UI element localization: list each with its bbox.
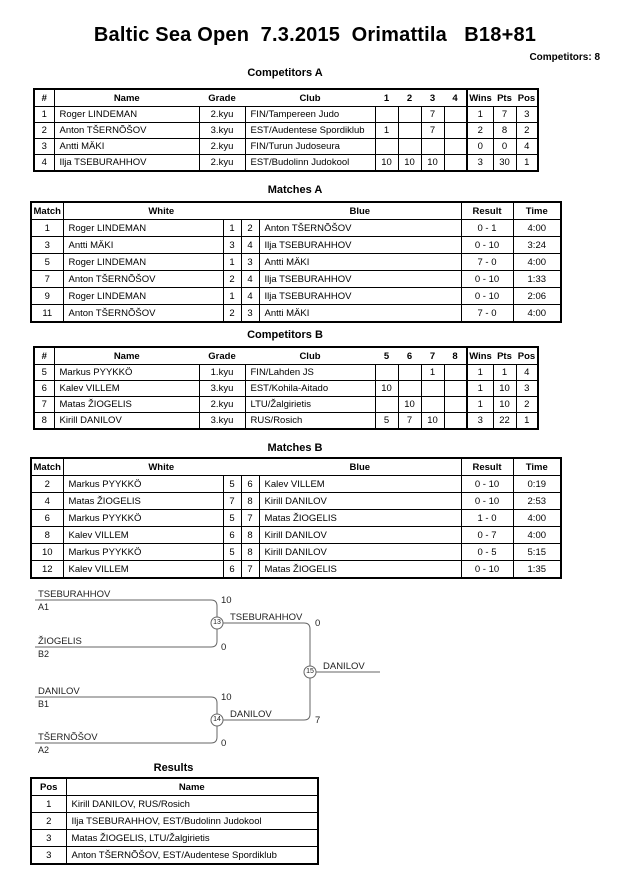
match-number-badge: 13 bbox=[213, 619, 221, 626]
table-cell: 3.kyu bbox=[199, 413, 245, 430]
table-cell: Roger LINDEMAN bbox=[54, 107, 199, 123]
col-header-score-4: 4 bbox=[444, 89, 467, 107]
matches-b-table bbox=[30, 457, 562, 579]
table-cell: 2 bbox=[223, 305, 241, 323]
table-row bbox=[31, 476, 561, 493]
col-header-grade: Grade bbox=[199, 347, 245, 365]
table-cell: EST/Kohila-Aitado bbox=[245, 381, 375, 397]
bracket-slot-name: DANILOV bbox=[38, 686, 80, 697]
table-cell: 2 bbox=[31, 813, 66, 830]
table-cell: Kalev VILLEM bbox=[63, 527, 223, 544]
table-row bbox=[31, 305, 561, 323]
col-header-score-2: 2 bbox=[398, 89, 421, 107]
final-bracket bbox=[0, 585, 630, 765]
table-cell: 10 bbox=[493, 397, 516, 413]
table-cell: 10 bbox=[421, 413, 444, 430]
col-header-club: Club bbox=[245, 89, 375, 107]
table-cell: 1 bbox=[493, 365, 516, 381]
table-cell: 3 bbox=[223, 237, 241, 254]
table-cell: 3 bbox=[467, 413, 493, 430]
table-cell: 3 bbox=[241, 254, 259, 271]
col-header-pos: Pos bbox=[516, 347, 538, 365]
table-cell: 7 - 0 bbox=[461, 305, 513, 323]
matches-a-table bbox=[30, 201, 562, 323]
table-cell: Antti MÄKI bbox=[259, 254, 461, 271]
table-cell: 6 bbox=[31, 510, 63, 527]
bracket-score: 10 bbox=[221, 692, 232, 703]
table-cell: 4:00 bbox=[513, 254, 561, 271]
competitors-b-table bbox=[33, 346, 539, 430]
table-cell: 6 bbox=[241, 476, 259, 493]
col-header-number: # bbox=[34, 89, 54, 107]
table-cell: 3 bbox=[31, 847, 66, 865]
table-cell: 4 bbox=[516, 365, 538, 381]
table-cell: Anton TŠERNÕŠOV bbox=[54, 123, 199, 139]
col-header-white: White bbox=[63, 202, 259, 220]
col-header-time: Time bbox=[513, 458, 561, 476]
table-cell bbox=[421, 397, 444, 413]
table-cell: Anton TŠERNÕŠOV bbox=[63, 305, 223, 323]
table-cell: 2 bbox=[34, 123, 54, 139]
table-cell: Anton TŠERNÕŠOV, EST/Audentese Spordiklub bbox=[66, 847, 318, 865]
table-cell: Antti MÄKI bbox=[54, 139, 199, 155]
col-header-pos: Pos bbox=[31, 778, 66, 796]
table-cell: 2 bbox=[516, 123, 538, 139]
table-cell bbox=[398, 123, 421, 139]
table-cell: Roger LINDEMAN bbox=[63, 254, 223, 271]
table-cell: 3 bbox=[31, 830, 66, 847]
table-cell: 8 bbox=[241, 527, 259, 544]
table-cell: 1 bbox=[467, 381, 493, 397]
table-cell: LTU/Žalgirietis bbox=[245, 397, 375, 413]
col-header-club: Club bbox=[245, 347, 375, 365]
table-cell bbox=[444, 123, 467, 139]
table-row bbox=[31, 796, 318, 813]
table-cell: 4 bbox=[516, 139, 538, 155]
table-cell bbox=[444, 107, 467, 123]
table-cell bbox=[444, 413, 467, 430]
table-cell: 1 bbox=[223, 288, 241, 305]
col-header-wins: Wins bbox=[467, 89, 493, 107]
table-row bbox=[31, 271, 561, 288]
table-cell: 6 bbox=[34, 381, 54, 397]
table-cell: 0 - 10 bbox=[461, 237, 513, 254]
table-cell: 5 bbox=[31, 254, 63, 271]
table-cell: FIN/Lahden JS bbox=[245, 365, 375, 381]
table-cell bbox=[375, 397, 398, 413]
bracket-score: 10 bbox=[221, 595, 232, 606]
col-header-score-6: 6 bbox=[398, 347, 421, 365]
table-cell bbox=[421, 381, 444, 397]
table-cell: 8 bbox=[31, 527, 63, 544]
table-cell bbox=[398, 365, 421, 381]
table-cell bbox=[444, 155, 467, 172]
table-cell: 1 bbox=[31, 796, 66, 813]
table-row bbox=[31, 220, 561, 237]
col-header-blue: Blue bbox=[259, 202, 461, 220]
table-cell: 1 bbox=[375, 123, 398, 139]
bracket-score: 0 bbox=[315, 618, 321, 629]
table-cell: Ilja TSEBURAHHOV bbox=[259, 288, 461, 305]
table-cell: Kirill DANILOV bbox=[259, 493, 461, 510]
table-cell: 0 - 10 bbox=[461, 493, 513, 510]
bracket-slot-name: ŽIOGELIS bbox=[38, 636, 82, 647]
table-cell: 4:00 bbox=[513, 220, 561, 237]
col-header-grade: Grade bbox=[199, 89, 245, 107]
table-cell: 5 bbox=[223, 510, 241, 527]
col-header-number: # bbox=[34, 347, 54, 365]
section-title-results: Results bbox=[153, 762, 194, 774]
table-cell: Antti MÄKI bbox=[259, 305, 461, 323]
table-cell: 7 bbox=[421, 123, 444, 139]
table-cell: 0 - 10 bbox=[461, 561, 513, 579]
table-row bbox=[34, 123, 538, 139]
table-cell: 8 bbox=[241, 493, 259, 510]
table-cell: 11 bbox=[31, 305, 63, 323]
table-row bbox=[31, 288, 561, 305]
table-cell: EST/Budolinn Judokool bbox=[245, 155, 375, 172]
table-cell: 10 bbox=[398, 155, 421, 172]
table-cell: Matas ŽIOGELIS bbox=[54, 397, 199, 413]
table-cell: 3.kyu bbox=[199, 381, 245, 397]
col-header-time: Time bbox=[513, 202, 561, 220]
col-header-match: Match bbox=[31, 458, 63, 476]
bracket-score: 0 bbox=[221, 738, 227, 749]
table-cell: 1 bbox=[223, 220, 241, 237]
table-cell: 10 bbox=[375, 155, 398, 172]
table-cell: 10 bbox=[421, 155, 444, 172]
table-cell: 22 bbox=[493, 413, 516, 430]
match-number-badge: 14 bbox=[213, 716, 221, 723]
table-cell: 3 bbox=[516, 107, 538, 123]
bracket-seed-label: A1 bbox=[38, 602, 50, 612]
col-header-score-1: 1 bbox=[375, 89, 398, 107]
table-cell: Ilja TSEBURAHHOV bbox=[259, 271, 461, 288]
bracket-score: 7 bbox=[315, 715, 321, 726]
table-cell: 6 bbox=[223, 527, 241, 544]
table-cell: 7 - 0 bbox=[461, 254, 513, 271]
table-cell: Anton TŠERNÕŠOV bbox=[259, 220, 461, 237]
table-cell: 1 bbox=[467, 107, 493, 123]
col-header-score-5: 5 bbox=[375, 347, 398, 365]
table-cell: 0 - 10 bbox=[461, 271, 513, 288]
table-cell: Anton TŠERNÕŠOV bbox=[63, 271, 223, 288]
section-title-matches-a: Matches A bbox=[267, 184, 323, 196]
table-cell: 4:00 bbox=[513, 527, 561, 544]
table-cell: 1.kyu bbox=[199, 365, 245, 381]
table-cell: 6 bbox=[223, 561, 241, 579]
col-header-blue: Blue bbox=[259, 458, 461, 476]
table-row bbox=[31, 237, 561, 254]
table-cell: 9 bbox=[31, 288, 63, 305]
bracket-seed-label: A2 bbox=[38, 745, 50, 755]
table-cell: 4:00 bbox=[513, 305, 561, 323]
table-cell: Antti MÄKI bbox=[63, 237, 223, 254]
table-cell: 3 bbox=[467, 155, 493, 172]
table-cell: Kirill DANILOV bbox=[259, 544, 461, 561]
section-title-competitors-b: Competitors B bbox=[247, 329, 323, 341]
table-cell: 1 bbox=[516, 413, 538, 430]
col-header-score-8: 8 bbox=[444, 347, 467, 365]
table-cell: Matas ŽIOGELIS bbox=[259, 510, 461, 527]
col-header-name: Name bbox=[54, 347, 199, 365]
table-cell: 10 bbox=[31, 544, 63, 561]
table-cell: Matas ŽIOGELIS, LTU/Žalgirietis bbox=[66, 830, 318, 847]
table-cell: Roger LINDEMAN bbox=[63, 220, 223, 237]
table-cell: 2:06 bbox=[513, 288, 561, 305]
table-cell: 3:24 bbox=[513, 237, 561, 254]
table-cell: 5 bbox=[223, 544, 241, 561]
table-cell: 4 bbox=[241, 237, 259, 254]
table-cell bbox=[444, 381, 467, 397]
table-row bbox=[34, 107, 538, 123]
table-cell: 2 bbox=[31, 476, 63, 493]
table-cell: 5:15 bbox=[513, 544, 561, 561]
col-header-result: Result bbox=[461, 202, 513, 220]
bracket-slot-name: TSEBURAHHOV bbox=[38, 589, 111, 600]
table-header-row bbox=[34, 89, 538, 107]
table-cell: 30 bbox=[493, 155, 516, 172]
table-cell bbox=[444, 365, 467, 381]
table-cell: 8 bbox=[493, 123, 516, 139]
table-row bbox=[31, 813, 318, 830]
table-cell: 7 bbox=[241, 510, 259, 527]
bracket-seed-label: B2 bbox=[38, 649, 50, 659]
table-cell: 7 bbox=[223, 493, 241, 510]
table-cell: 0:19 bbox=[513, 476, 561, 493]
col-header-name: Name bbox=[66, 778, 318, 796]
table-cell: 0 - 1 bbox=[461, 220, 513, 237]
table-row bbox=[31, 493, 561, 510]
table-cell: 2 bbox=[241, 220, 259, 237]
table-cell: 2:53 bbox=[513, 493, 561, 510]
table-cell: EST/Audentese Spordiklub bbox=[245, 123, 375, 139]
table-cell: 2.kyu bbox=[199, 155, 245, 172]
table-cell: 7 bbox=[421, 107, 444, 123]
table-cell: Markus PYYKKÖ bbox=[54, 365, 199, 381]
table-cell bbox=[444, 397, 467, 413]
table-cell: 2.kyu bbox=[199, 107, 245, 123]
col-header-score-7: 7 bbox=[421, 347, 444, 365]
table-row bbox=[34, 139, 538, 155]
table-cell: 8 bbox=[241, 544, 259, 561]
table-cell: 10 bbox=[398, 397, 421, 413]
col-header-name: Name bbox=[54, 89, 199, 107]
table-cell: 8 bbox=[34, 413, 54, 430]
table-cell: 3 bbox=[31, 237, 63, 254]
table-cell: RUS/Rosich bbox=[245, 413, 375, 430]
bracket-slot-name: TŠERNÕŠOV bbox=[38, 732, 98, 743]
table-cell: FIN/Tampereen Judo bbox=[245, 107, 375, 123]
table-cell: 3 bbox=[516, 381, 538, 397]
table-header-row bbox=[31, 202, 561, 220]
table-cell: 7 bbox=[493, 107, 516, 123]
table-cell: 1:35 bbox=[513, 561, 561, 579]
table-cell: 0 bbox=[493, 139, 516, 155]
table-cell: 1 bbox=[467, 397, 493, 413]
bracket-champion-name: DANILOV bbox=[323, 661, 365, 672]
table-header-row bbox=[31, 778, 318, 796]
table-cell: Kalev VILLEM bbox=[63, 561, 223, 579]
col-header-result: Result bbox=[461, 458, 513, 476]
table-cell bbox=[444, 139, 467, 155]
table-cell: 3 bbox=[241, 305, 259, 323]
bracket-seed-label: B1 bbox=[38, 699, 50, 709]
table-cell: 7 bbox=[241, 561, 259, 579]
table-cell: 1 - 0 bbox=[461, 510, 513, 527]
table-cell bbox=[375, 139, 398, 155]
table-cell: 4:00 bbox=[513, 510, 561, 527]
table-cell: 2 bbox=[467, 123, 493, 139]
col-header-match: Match bbox=[31, 202, 63, 220]
table-cell: 0 - 7 bbox=[461, 527, 513, 544]
table-row bbox=[34, 413, 538, 430]
table-cell: 0 - 5 bbox=[461, 544, 513, 561]
results-table bbox=[30, 777, 319, 865]
competitors-a-table bbox=[33, 88, 539, 172]
table-cell: 4 bbox=[31, 493, 63, 510]
col-header-white: White bbox=[63, 458, 259, 476]
table-cell: Ilja TSEBURAHHOV, EST/Budolinn Judokool bbox=[66, 813, 318, 830]
table-cell: 0 - 10 bbox=[461, 476, 513, 493]
table-cell: FIN/Turun Judoseura bbox=[245, 139, 375, 155]
table-cell: 2.kyu bbox=[199, 139, 245, 155]
table-cell: 0 - 10 bbox=[461, 288, 513, 305]
table-row bbox=[31, 561, 561, 579]
table-cell: Ilja TSEBURAHHOV bbox=[54, 155, 199, 172]
bracket-winner-name: TSEBURAHHOV bbox=[230, 612, 303, 623]
table-cell bbox=[421, 139, 444, 155]
table-cell: Matas ŽIOGELIS bbox=[63, 493, 223, 510]
page-title: Baltic Sea Open 7.3.2015 Orimattila B18+81 bbox=[93, 24, 537, 46]
col-header-pts: Pts bbox=[493, 89, 516, 107]
col-header-pos: Pos bbox=[516, 89, 538, 107]
table-header-row bbox=[34, 347, 538, 365]
table-cell: 0 bbox=[467, 139, 493, 155]
table-cell: 2 bbox=[516, 397, 538, 413]
table-cell: 4 bbox=[241, 271, 259, 288]
table-cell: Kalev VILLEM bbox=[259, 476, 461, 493]
table-cell: Kirill DANILOV, RUS/Rosich bbox=[66, 796, 318, 813]
col-header-wins: Wins bbox=[467, 347, 493, 365]
table-cell: 2.kyu bbox=[199, 397, 245, 413]
table-row bbox=[31, 830, 318, 847]
table-cell: 1 bbox=[34, 107, 54, 123]
table-cell: 1 bbox=[223, 254, 241, 271]
table-cell: Matas ŽIOGELIS bbox=[259, 561, 461, 579]
table-cell: 1 bbox=[516, 155, 538, 172]
table-cell: Markus PYYKKÖ bbox=[63, 510, 223, 527]
table-cell bbox=[375, 365, 398, 381]
table-cell bbox=[398, 381, 421, 397]
table-cell: 1 bbox=[467, 365, 493, 381]
table-row bbox=[31, 527, 561, 544]
table-row bbox=[34, 397, 538, 413]
table-cell bbox=[398, 139, 421, 155]
table-cell: 7 bbox=[31, 271, 63, 288]
table-cell: 3.kyu bbox=[199, 123, 245, 139]
table-cell bbox=[398, 107, 421, 123]
table-cell: 3 bbox=[34, 139, 54, 155]
table-row bbox=[34, 365, 538, 381]
table-cell: 10 bbox=[493, 381, 516, 397]
table-cell: 4 bbox=[34, 155, 54, 172]
table-row bbox=[34, 381, 538, 397]
table-cell bbox=[375, 107, 398, 123]
table-row bbox=[31, 847, 318, 865]
table-cell: 1:33 bbox=[513, 271, 561, 288]
table-cell: 5 bbox=[223, 476, 241, 493]
table-header-row bbox=[31, 458, 561, 476]
table-cell: Ilja TSEBURAHHOV bbox=[259, 237, 461, 254]
table-cell: 1 bbox=[31, 220, 63, 237]
section-title-matches-b: Matches B bbox=[267, 442, 323, 454]
table-cell: 5 bbox=[375, 413, 398, 430]
table-cell: Kirill DANILOV bbox=[54, 413, 199, 430]
table-row bbox=[31, 544, 561, 561]
bracket-winner-name: DANILOV bbox=[230, 709, 272, 720]
table-cell: 4 bbox=[241, 288, 259, 305]
table-cell: Roger LINDEMAN bbox=[63, 288, 223, 305]
bracket-score: 0 bbox=[221, 642, 227, 653]
section-title-competitors-a: Competitors A bbox=[247, 67, 323, 79]
table-cell: 1 bbox=[421, 365, 444, 381]
table-cell: 10 bbox=[375, 381, 398, 397]
table-cell: 5 bbox=[34, 365, 54, 381]
table-cell: Markus PYYKKÖ bbox=[63, 544, 223, 561]
table-cell: 7 bbox=[398, 413, 421, 430]
table-cell: 12 bbox=[31, 561, 63, 579]
table-row bbox=[31, 510, 561, 527]
table-cell: Kalev VILLEM bbox=[54, 381, 199, 397]
col-header-score-3: 3 bbox=[421, 89, 444, 107]
table-row bbox=[31, 254, 561, 271]
table-cell: 2 bbox=[223, 271, 241, 288]
table-cell: Markus PYYKKÖ bbox=[63, 476, 223, 493]
table-cell: Kirill DANILOV bbox=[259, 527, 461, 544]
col-header-pts: Pts bbox=[493, 347, 516, 365]
competitors-count: Competitors: 8 bbox=[529, 52, 600, 63]
match-number-badge: 15 bbox=[306, 668, 314, 675]
table-row bbox=[34, 155, 538, 172]
table-cell: 7 bbox=[34, 397, 54, 413]
